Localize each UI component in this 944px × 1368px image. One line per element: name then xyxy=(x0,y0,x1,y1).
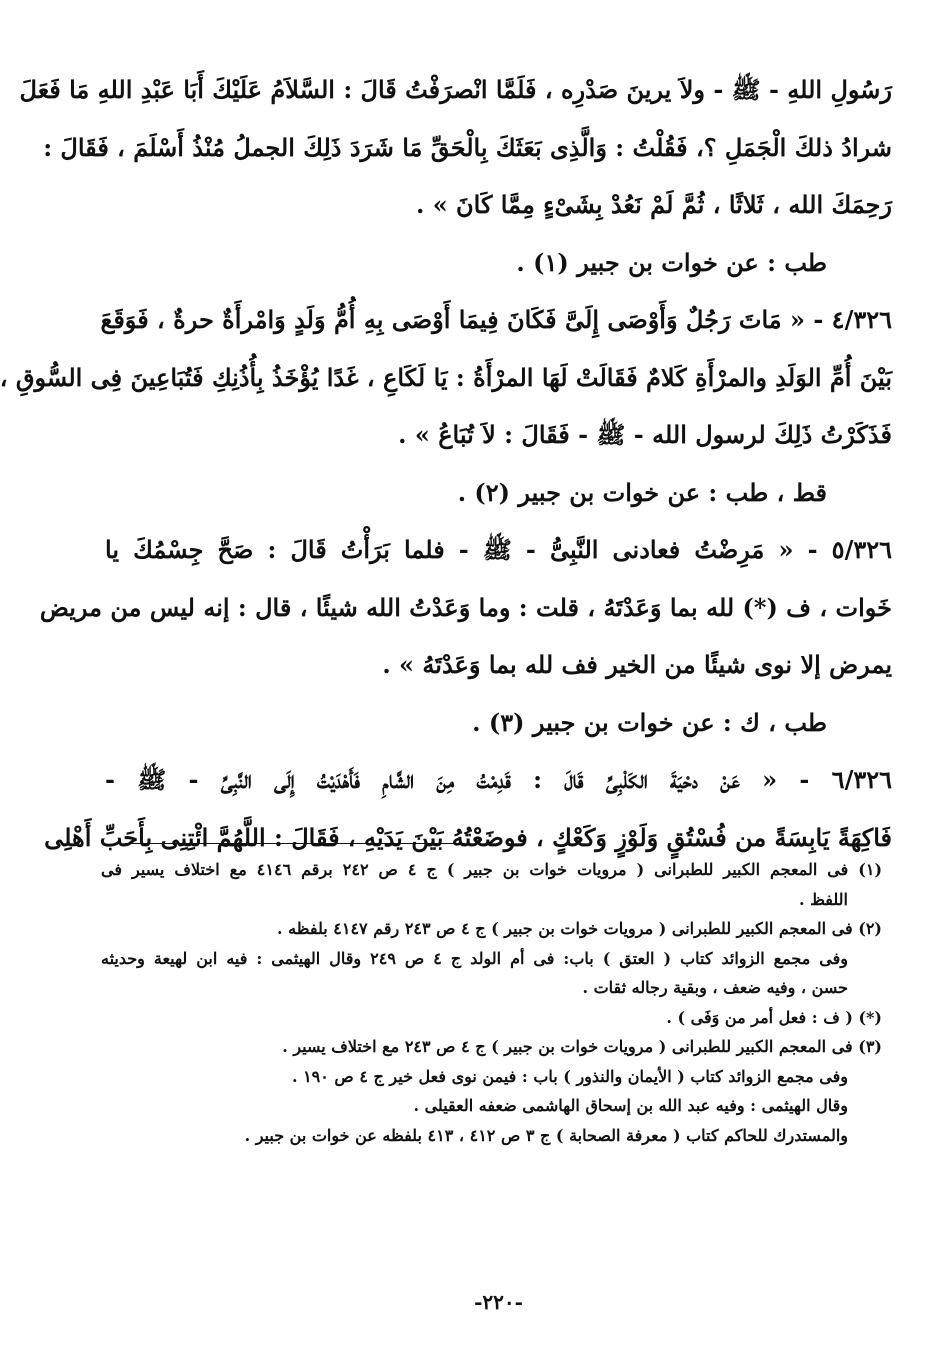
text-line: شرادُ ذلكَ الْجَمَلِ ؟، فَقُلْتُ : وَالَّذِى بَعَثَكَ بِالْحَقِّ مَا شَرَدَ ذَلِكَ الجملُ مُنْذُ أَسْلَمَ ، فَقَالَ : xyxy=(43,132,892,162)
hadith-source: قط ، طب : عن خوات بن جبير (٢) . xyxy=(457,477,827,507)
text-line: بَيْنَ أُمِّ الوَلَدِ والمرْأَةِ كَلامٌ فَقَالَتْ لَهَا المرْأَةُ : يَا لَكَاعِ ، غَدًا يُؤْخَذُ بِأُذُنِكِ فَتُبَاعِينَ فِى السُّوقِ ، xyxy=(0,362,892,392)
hadith-source: طب : عن خوات بن جبير (١) . xyxy=(516,247,827,277)
page-number: -٢٢٠- xyxy=(474,1290,523,1314)
main-text-body xyxy=(0,72,892,877)
footnote-line: (٣) فى المعجم الكبير للطبرانى ( مرويات خوات بن جبير ) ج ٤ ص ٢٤٣ مع اختلاف يسير . xyxy=(282,1037,882,1056)
footnote-line: وفى مجمع الزوائد كتاب ( الأيمان والنذور ) باب : فيمن نوى فعل خير ج ٤ ص ١٩٠ . xyxy=(291,1066,848,1086)
text-line: يمرض إلا نوى شيئًا من الخير فف لله بما وَعَدْتَهُ » . xyxy=(382,650,892,679)
footnote-line: (*) ( ف : فعل أمر من وَفَى ) . xyxy=(666,1007,882,1027)
text-line: رَسُولِ اللهِ - ﷺ - ولاَ يرينَ صَدْرِه ، فَلَمَّا انْصرَفْتُ قَالَ : السَّلاَمُ عَلَيْكَ أَبَا عَبْدِ اللهِ مَا فَعَلَ xyxy=(19,75,892,104)
text-line: فَاكِهَةً يَابِسَةً من فُسْتُقٍ وَلَوْزٍ وَكَعْكٍ ، فوضَعْتُهُ بَيْنَ يَدَيْهِ ، فَقَالَ : اللَّهُمَّ ائْتِنِى بِأَحَبِّ أَهْلِى xyxy=(44,822,892,852)
text-line: رَحِمَكَ الله ، ثَلاثًا ، ثُمَّ لَمْ نَعُدْ بِشَىْءٍ مِمَّا كَانَ » . xyxy=(415,190,892,219)
hadith-source: طب ، ك : عن خوات بن جبير (٣) . xyxy=(472,707,827,737)
footnote-line: (٢) فى المعجم الكبير للطبرانى ( مرويات خوات بن جبير ) ج ٤ ص ٢٤٣ رقم ٤١٤٧ بلفظه . xyxy=(277,919,882,938)
footnote-line: وفى مجمع الزوائد كتاب ( العتق ) باب: فى أم الولد ج ٤ ص ٢٤٩ وقال الهيثمى : فيه ابن لهيعة وحديثه xyxy=(101,948,849,968)
hadith-start-line: ٥/٣٢٦ - « مَرِضْتُ فعادنى النَّبِىُّ - ﷺ - فلما بَرَأْتُ قَالَ : صَحَّ جِسْمُكَ يا xyxy=(105,535,892,564)
footnote-line: (١) فى المعجم الكبير للطبرانى ( مرويات خوات بن جبير ) ج ٤ ص ٢٤٢ برقم ٤١٤٦ مع اختلاف يسير فى xyxy=(101,860,883,879)
footnote-separator xyxy=(125,843,465,844)
footnote-line: اللفظ . xyxy=(798,889,848,909)
footnote-line: حسن ، وفيه ضعف ، وبقية رجاله ثقات . xyxy=(582,978,848,997)
text-line: فَذَكَرْتُ ذَلِكَ لرسول الله - ﷺ - فَقَالَ : لاَ تُبَاعُ » . xyxy=(398,420,892,449)
footnote-line: والمستدرك للحاكم كتاب ( معرفة الصحابة ) ج ٣ ص ٤١٢ ، ٤١٣ بلفظه عن خوات بن جبير . xyxy=(244,1125,848,1145)
hadith-start-line: ٦/٣٢٦ - « عَنْ دحْيَةَ الكَلْبِىِّ قَالَ : قَدِمْتُ مِنَ الشَّامِ فَأَهْدَيْتُ إِلَى النَّبِىِّ - ﷺ - xyxy=(105,765,892,794)
footnotes-section xyxy=(101,858,882,1153)
footnote-line: وقال الهيثمى : وفيه عبد الله بن إسحاق الهاشمى ضعفه العقيلى . xyxy=(413,1096,848,1115)
hadith-start-line: ٤/٣٢٦ - « مَاتَ رَجُلٌ وَأَوْصَى إِلَىَّ فَكَانَ فِيمَا أَوْصَى بِهِ أُمُّ وَلَدٍ وَامْرأَةٌ حرةٌ ، فَوَقَعَ xyxy=(100,305,892,334)
text-line: خَوات ، ف (*) لله بما وَعَدْتَهُ ، قلت : وما وَعَدْتُ الله شيئًا ، قال : إنه ليس من مريض xyxy=(39,592,892,622)
